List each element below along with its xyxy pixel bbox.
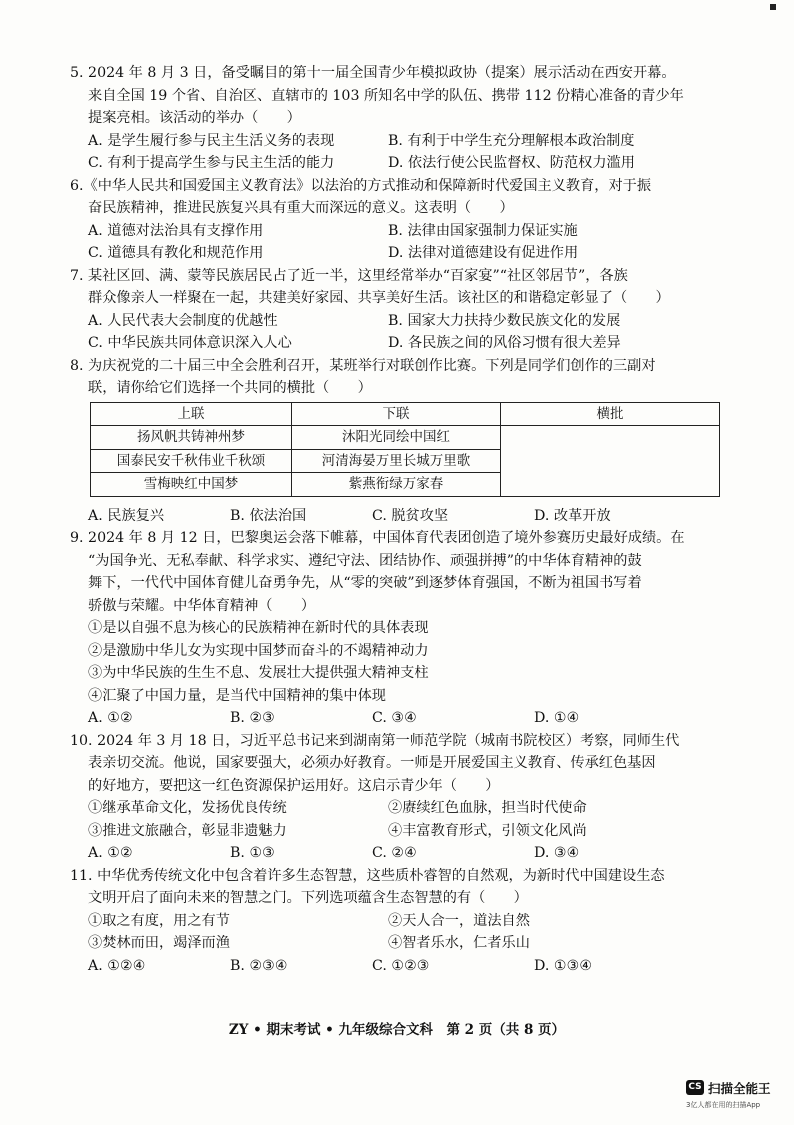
option-c: C. 有利于提高学生参与民主生活的能力 xyxy=(88,155,335,171)
statement-2: ②赓续红色血脉，担当时代使命 xyxy=(388,800,587,816)
option-b: B. ①③ xyxy=(230,845,275,861)
question-5-stem-line: 5. 2024 年 8 月 3 日，备受瞩目的第十一届全国青少年模拟政协（提案）展示活动在西安开幕。 xyxy=(70,65,676,81)
statement-3: ③焚林而田，竭泽而渔 xyxy=(88,935,230,951)
question-7 xyxy=(70,265,730,355)
table-cell: 紫燕衔绿万家春 xyxy=(292,473,501,497)
option-a: A. 道德对法治具有支撑作用 xyxy=(88,222,264,239)
question-6-stem-line: 奋民族精神，推进民族复兴具有重大而深远的意义。这表明（ ） xyxy=(88,200,514,216)
answer-blank-cell xyxy=(501,426,720,497)
scanner-slogan: 3亿人都在用的扫描App xyxy=(686,1101,761,1109)
option-b: B. 法律由国家强制力保证实施 xyxy=(388,222,578,239)
statement-3: ③为中华民族的生生不息、发展壮大提供强大精神支柱 xyxy=(88,665,429,681)
question-6 xyxy=(70,175,730,265)
question-7-stem-line: 群众像亲人一样聚在一起，共建美好家园、共享美好生活。该社区的和谐稳定彰显了（ ） xyxy=(88,290,670,306)
statements-row xyxy=(70,820,730,843)
column-header: 上联 xyxy=(91,402,292,426)
option-d: D. 法律对道德建设有促进作用 xyxy=(388,245,579,261)
option-a: A. ①②④ xyxy=(88,957,146,974)
question-9 xyxy=(70,527,730,730)
option-c: C. ③④ xyxy=(372,710,417,726)
option-d: D. 改革开放 xyxy=(534,507,611,524)
scanner-app-name: 扫描全能王 xyxy=(708,1081,771,1096)
question-8 xyxy=(70,355,730,528)
column-header: 下联 xyxy=(292,402,501,426)
option-b: B. 依法治国 xyxy=(230,507,307,524)
question-7-options xyxy=(70,310,730,355)
corner-mark xyxy=(770,4,776,10)
table-header-row xyxy=(91,402,720,426)
camscanner-logo-icon: CS xyxy=(686,1080,704,1095)
table-cell: 沐阳光同绘中国红 xyxy=(292,426,501,450)
option-a: A. 人民代表大会制度的优越性 xyxy=(88,312,278,329)
question-5-options xyxy=(70,130,730,175)
statement-1: ①是以自强不息为核心的民族精神在新时代的具体表现 xyxy=(88,620,429,636)
question-5 xyxy=(70,62,730,175)
couplet-table xyxy=(90,402,720,497)
option-b: B. 有利于中学生充分理解根本政治制度 xyxy=(388,132,635,149)
option-b: B. ②③④ xyxy=(230,957,288,974)
statements-row xyxy=(70,910,730,933)
question-10-stem-line: 表亲切交流。他说，国家要强大，必须办好教育。一师是开展爱国主义教育、传承红色基因 xyxy=(88,755,656,771)
question-11-stem-line: 文明开启了面向未来的智慧之门。下列选项蕴含生态智慧的有（ ） xyxy=(88,890,528,906)
page-footer: ZY • 期末考试 • 九年级综合文科 第 2 页（共 8 页） xyxy=(228,1022,566,1038)
table-cell: 国泰民安千秋伟业千秋颂 xyxy=(91,449,292,473)
question-9-stem-line: 舞下，一代代中国体育健儿奋勇争先，从“零的突破”到逐梦体育强国，不断为祖国书写着 xyxy=(88,575,642,591)
question-10 xyxy=(70,730,730,865)
question-9-stem-line: 骄傲与荣耀。中华体育精神（ ） xyxy=(88,597,316,614)
question-11 xyxy=(70,865,730,978)
question-8-options xyxy=(70,505,730,528)
question-5-stem-line: 来自全国 19 个省、自治区、直辖市的 103 所知名中学的队伍、携带 112 份精心准备的青少年 xyxy=(88,87,684,104)
table-cell: 雪梅映红中国梦 xyxy=(91,473,292,497)
option-c: C. ①②③ xyxy=(372,957,430,974)
question-7-stem-line: 7. 某社区回、满、蒙等民族居民占了近一半，这里经常举办“百家宴”“社区邻居节”，各族 xyxy=(70,267,628,284)
table-cell: 河清海晏万里长城万里歌 xyxy=(292,449,501,473)
scanner-watermark xyxy=(686,1078,790,1118)
question-9-options xyxy=(70,707,730,730)
statement-2: ②是激励中华儿女为实现中国梦而奋斗的不竭精神动力 xyxy=(88,642,429,659)
statement-1: ①继承革命文化，发扬优良传统 xyxy=(88,800,287,816)
option-c: C. 道德具有教化和规范作用 xyxy=(88,245,264,261)
question-9-stem-line: “为国争光、无私奉献、科学求实、遵纪守法、团结协作、顽强拼搏”的中华体育精神的鼓 xyxy=(88,552,642,569)
option-a: A. ①② xyxy=(88,845,133,861)
statement-4: ④智者乐水，仁者乐山 xyxy=(388,935,530,951)
question-6-stem-line: 6.《中华人民共和国爱国主义教育法》以法治的方式推动和保障新时代爱国主义教育，对于振 xyxy=(70,177,652,194)
question-10-options xyxy=(70,842,730,865)
question-6-options xyxy=(70,220,730,265)
statements-row xyxy=(70,932,730,955)
option-d: D. 依法行使公民监督权、防范权力滥用 xyxy=(388,155,635,171)
option-a: A. 是学生履行参与民主生活义务的表现 xyxy=(88,132,335,149)
table-cell: 扬风帆共铸神州梦 xyxy=(91,426,292,450)
question-10-stem-line: 10. 2024 年 3 月 18 日，习近平总书记来到湖南第一师范学院（城南书院校区）考察，同师生代 xyxy=(70,732,680,749)
option-d: D. ①④ xyxy=(534,710,580,726)
option-c: C. 脱贫攻坚 xyxy=(372,507,449,524)
statement-2: ②天人合一，道法自然 xyxy=(388,912,530,929)
statement-4: ④丰富教育形式，引领文化风尚 xyxy=(388,822,587,839)
option-c: C. 中华民族共同体意识深入人心 xyxy=(88,335,292,351)
question-11-stem-line: 11. 中华优秀传统文化中包含着许多生态智慧，这些质朴睿智的自然观，为新时代中国建设生态 xyxy=(70,867,665,884)
option-b: B. ②③ xyxy=(230,710,275,726)
statement-4: ④汇聚了中国力量，是当代中国精神的集中体现 xyxy=(88,687,386,704)
question-10-stem-line: 的好地方，要把这一红色资源保护运用好。这启示青少年（ ） xyxy=(88,777,500,794)
table-row xyxy=(91,426,720,450)
column-header: 横批 xyxy=(501,402,720,426)
option-c: C. ②④ xyxy=(372,845,417,861)
option-d: D. ①③④ xyxy=(534,957,593,974)
question-8-stem-line: 8. 为庆祝党的二十届三中全会胜利召开，某班举行对联创作比赛。下列是同学们创作的三副对 xyxy=(70,357,656,374)
statement-1: ①取之有度，用之有节 xyxy=(88,912,230,929)
option-b: B. 国家大力扶持少数民族文化的发展 xyxy=(388,312,621,329)
option-d: D. ③④ xyxy=(534,845,580,861)
question-5-stem-line: 提案亮相。该活动的举办（ ） xyxy=(88,110,301,126)
option-a: A. 民族复兴 xyxy=(88,507,165,524)
question-9-stem-line: 9. 2024 年 8 月 12 日，巴黎奥运会落下帷幕，中国体育代表团创造了境外参赛历史最好成绩。在 xyxy=(70,530,685,546)
option-d: D. 各民族之间的风俗习惯有很大差异 xyxy=(388,335,621,351)
exam-page xyxy=(70,62,730,977)
statements-row xyxy=(70,797,730,820)
question-11-options xyxy=(70,955,730,978)
option-a: A. ①② xyxy=(88,710,133,726)
question-8-stem-line: 联，请你给它们选择一个共同的横批（ ） xyxy=(88,380,372,396)
statement-3: ③推进文旅融合，彰显非遗魅力 xyxy=(88,822,287,839)
